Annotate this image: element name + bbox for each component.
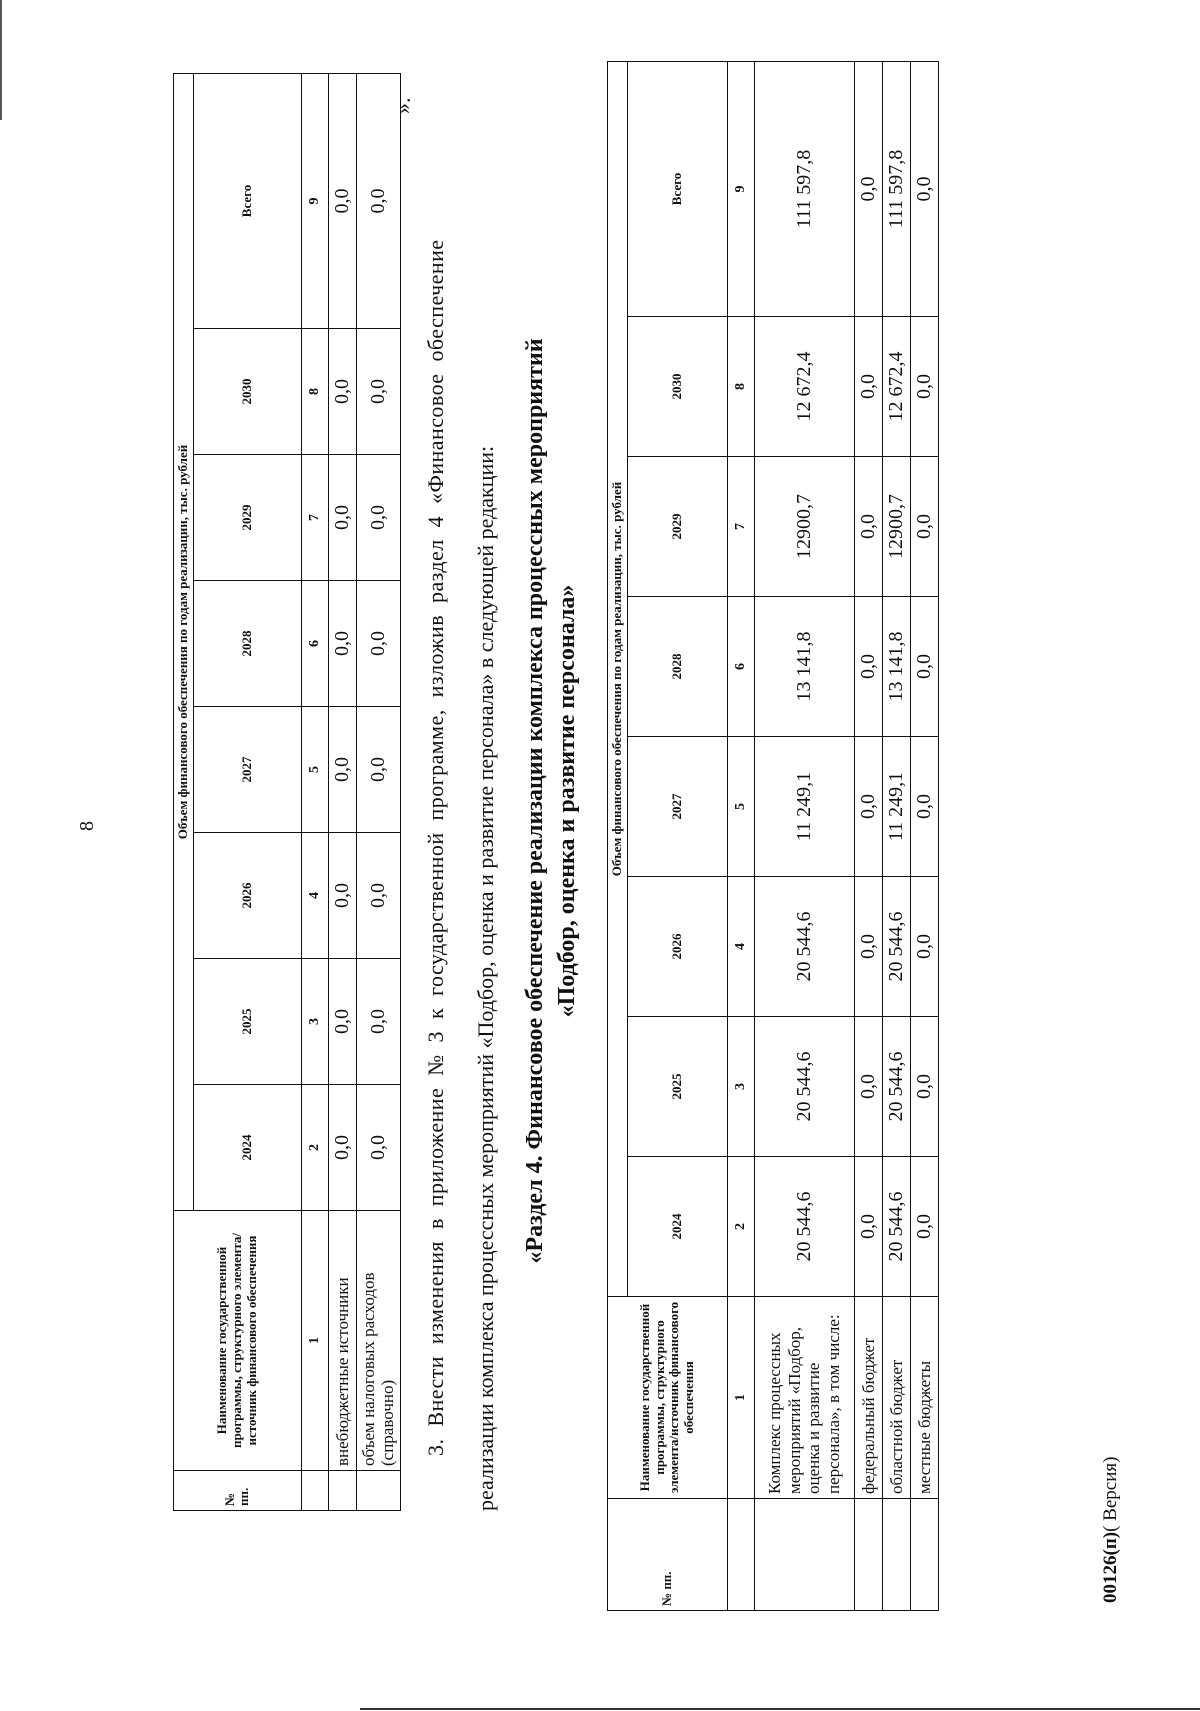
- cell-value: 0,0: [356, 581, 400, 707]
- header-year: 2029: [193, 455, 301, 581]
- section-heading-line: «Подбор, оценка и развитие персонала»: [554, 584, 580, 1018]
- cell-value: 0,0: [328, 1085, 356, 1211]
- cell-value: 20 544,6: [882, 877, 910, 1017]
- row-num: [854, 1499, 882, 1611]
- col-number: 8: [301, 329, 328, 455]
- cell-value: 11 249,1: [754, 737, 854, 877]
- cell-value: 0,0: [328, 73, 356, 328]
- cell-value: 0,0: [328, 959, 356, 1085]
- cell-value: 12900,7: [754, 457, 854, 597]
- col-number: 2: [727, 1157, 754, 1297]
- header-year: 2027: [193, 707, 301, 833]
- cell-value: 0,0: [356, 455, 400, 581]
- cell-value: 0,0: [854, 737, 882, 877]
- cell-value: 0,0: [356, 833, 400, 959]
- header-group: Объем финансового обеспечения по годам реализации, тыс. рублей: [174, 73, 194, 1210]
- table-header-row: [174, 73, 194, 1510]
- header-year: 2027: [627, 737, 727, 877]
- col-number: 9: [301, 73, 328, 328]
- section4-financing-table: [607, 61, 939, 1611]
- row-name: Комплекс процессных мероприятий «Подбор, оценка и развитие персонала», в том числе:: [754, 1297, 854, 1499]
- col-number: 5: [727, 737, 754, 877]
- row-num: [754, 1499, 854, 1611]
- col-number: [727, 1499, 754, 1611]
- header-year: 2028: [193, 581, 301, 707]
- col-number: 7: [727, 457, 754, 597]
- cell-value: 111 597,8: [882, 61, 910, 316]
- col-number: 1: [727, 1297, 754, 1499]
- header-name: Наименование государственной программы, структурного элемента/источник финансового обеспечения: [174, 1211, 302, 1471]
- financing-table-continued: [173, 73, 401, 1511]
- cell-value: 20 544,6: [882, 1017, 910, 1157]
- cell-value: 0,0: [356, 959, 400, 1085]
- header-year: 2025: [627, 1017, 727, 1157]
- cell-value: 20 544,6: [754, 1157, 854, 1297]
- header-year: 2026: [193, 833, 301, 959]
- cell-value: 0,0: [854, 1017, 882, 1157]
- header-year: 2030: [193, 329, 301, 455]
- header-total: Всего: [193, 73, 301, 328]
- cell-value: 20 544,6: [754, 877, 854, 1017]
- header-year: 2024: [193, 1085, 301, 1211]
- cell-value: 0,0: [356, 1085, 400, 1211]
- col-number: 9: [727, 61, 754, 316]
- col-number: 7: [301, 455, 328, 581]
- cell-value: 20 544,6: [882, 1157, 910, 1297]
- row-name: объем налоговых расходов (справочно): [356, 1211, 400, 1471]
- col-number: 3: [727, 1017, 754, 1157]
- cell-value: 0,0: [854, 597, 882, 737]
- table-row: [854, 61, 882, 1610]
- header-year: 2029: [627, 457, 727, 597]
- row-name: внебюджетные источники: [328, 1211, 356, 1471]
- col-number: 2: [301, 1085, 328, 1211]
- cell-value: 0,0: [910, 317, 938, 457]
- cell-value: 0,0: [328, 455, 356, 581]
- table-row: [882, 61, 910, 1610]
- col-number: 4: [727, 877, 754, 1017]
- cell-value: 0,0: [854, 61, 882, 316]
- closing-quote: ».: [390, 97, 415, 114]
- cell-value: 0,0: [910, 1017, 938, 1157]
- col-number: 1: [301, 1211, 328, 1471]
- col-number: 3: [301, 959, 328, 1085]
- header-total: Всего: [627, 61, 727, 316]
- document-code: [1100, 1457, 1122, 1603]
- cell-value: 0,0: [356, 707, 400, 833]
- col-number: 8: [727, 317, 754, 457]
- row-num: [882, 1499, 910, 1611]
- header-year: 2025: [193, 959, 301, 1085]
- row-name: федеральный бюджет: [854, 1297, 882, 1499]
- table-row: [328, 73, 356, 1510]
- cell-value: 13 141,8: [882, 597, 910, 737]
- cell-value: 0,0: [356, 73, 400, 328]
- col-number: 4: [301, 833, 328, 959]
- row-num: [356, 1471, 400, 1511]
- cell-value: 0,0: [854, 317, 882, 457]
- amendment-paragraph-line: 3. Внести изменения в приложение № 3 к государственной программе, изложив раздел 4 «Финансовое обеспечение: [423, 239, 448, 1456]
- header-year: 2030: [627, 317, 727, 457]
- cell-value: 0,0: [328, 833, 356, 959]
- cell-value: 0,0: [910, 457, 938, 597]
- cell-value: 20 544,6: [754, 1017, 854, 1157]
- header-year: 2028: [627, 597, 727, 737]
- table-row: [356, 73, 400, 1510]
- cell-value: 0,0: [854, 1157, 882, 1297]
- cell-value: 0,0: [910, 877, 938, 1017]
- row-num: [328, 1471, 356, 1511]
- column-number-row: [727, 61, 754, 1610]
- table-row: [910, 61, 938, 1610]
- cell-value: 111 597,8: [754, 61, 854, 316]
- document-code-number: 00126(п): [1100, 1531, 1121, 1603]
- header-num: № пп.: [608, 1499, 728, 1611]
- section-heading-line: «Раздел 4. Финансовое обеспечение реализации комплекса процессных мероприятий: [522, 338, 548, 1264]
- header-year: 2024: [627, 1157, 727, 1297]
- cell-value: 0,0: [910, 1157, 938, 1297]
- cell-value: 0,0: [910, 737, 938, 877]
- col-number: 6: [301, 581, 328, 707]
- cell-value: 0,0: [854, 877, 882, 1017]
- row-name: местные бюджеты: [910, 1297, 938, 1499]
- header-num: № пп.: [174, 1471, 302, 1511]
- header-year: 2026: [627, 877, 727, 1017]
- row-name: областной бюджет: [882, 1297, 910, 1499]
- cell-value: 0,0: [910, 61, 938, 316]
- table-row: [754, 61, 854, 1610]
- cell-value: 0,0: [328, 707, 356, 833]
- cell-value: 12 672,4: [754, 317, 854, 457]
- header-name: Наименование государственной программы, структурного элемента/источник финансового обеспечения: [608, 1297, 728, 1499]
- amendment-paragraph-line: реализации комплекса процессных мероприятий «Подбор, оценка и развитие персонала» в следующей редакции:: [473, 445, 498, 1511]
- col-number: [301, 1471, 328, 1511]
- col-number: 6: [727, 597, 754, 737]
- cell-value: 0,0: [328, 581, 356, 707]
- cell-value: 13 141,8: [754, 597, 854, 737]
- cell-value: 0,0: [854, 457, 882, 597]
- column-number-row: [301, 73, 328, 1510]
- cell-value: 12900,7: [882, 457, 910, 597]
- table-header-row: [608, 61, 628, 1610]
- cell-value: 11 249,1: [882, 737, 910, 877]
- document-version: ( Версия): [1100, 1456, 1121, 1532]
- row-num: [910, 1499, 938, 1611]
- cell-value: 0,0: [328, 329, 356, 455]
- cell-value: 0,0: [356, 329, 400, 455]
- col-number: 5: [301, 707, 328, 833]
- cell-value: 0,0: [910, 597, 938, 737]
- page-number: 8: [76, 821, 98, 831]
- cell-value: 12 672,4: [882, 317, 910, 457]
- header-group: Объем финансового обеспечения по годам реализации, тыс. рублей: [608, 61, 628, 1296]
